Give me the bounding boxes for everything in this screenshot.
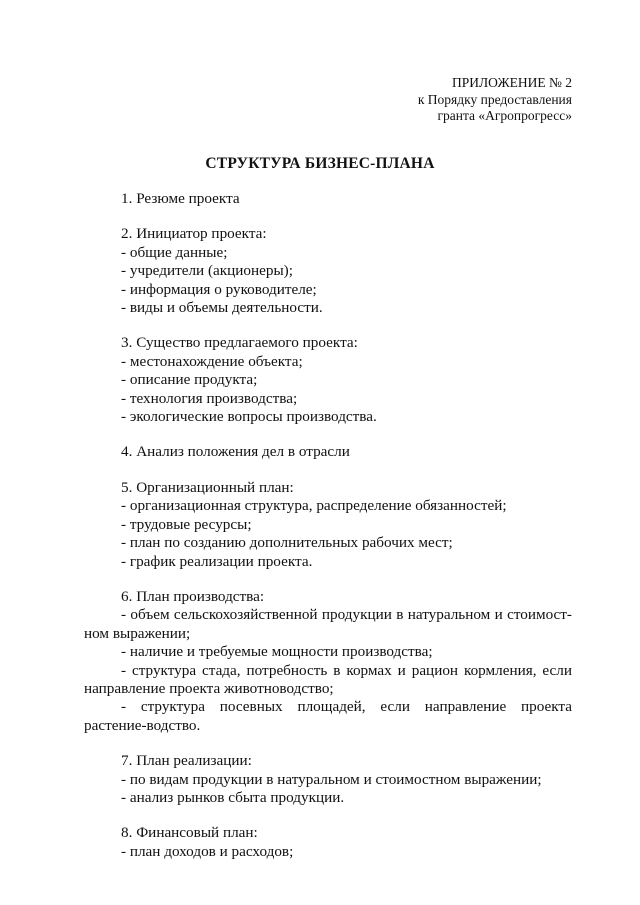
list-item: - учредители (акционеры); bbox=[121, 262, 293, 280]
section-organizational-plan bbox=[84, 479, 572, 571]
document-title: СТРУКТУРА БИЗНЕС-ПЛАНА bbox=[205, 155, 435, 172]
section-heading: 1. Резюме проекта bbox=[121, 190, 240, 207]
section-heading: 8. Финансовый план: bbox=[121, 824, 258, 842]
section-heading: 4. Анализ положения дел в отрасли bbox=[121, 443, 350, 461]
section-initiator bbox=[84, 225, 572, 317]
list-item: - виды и объемы деятельности. bbox=[121, 299, 323, 317]
section-summary bbox=[84, 190, 572, 208]
list-item: - трудовые ресурсы; bbox=[121, 515, 252, 533]
list-item: - экологические вопросы производства. bbox=[121, 408, 377, 426]
list-item: - анализ рынков сбыта продукции. bbox=[121, 788, 345, 806]
section-production-plan bbox=[84, 588, 572, 735]
list-item: - график реализации проекта. bbox=[121, 552, 313, 570]
list-item: - местонахождение объекта; bbox=[121, 352, 303, 370]
list-paragraph: - структура стада, потребность в кормах и рацион кормления, если направление проекта животноводство; bbox=[84, 661, 572, 697]
section-heading: 5. Организационный план: bbox=[121, 478, 294, 496]
section-sales-plan bbox=[84, 752, 572, 807]
list-item: - технология производства; bbox=[121, 389, 298, 407]
section-financial-plan bbox=[84, 824, 572, 861]
section-heading: 3. Существо предлагаемого проекта: bbox=[121, 334, 358, 352]
appendix-header bbox=[418, 75, 572, 125]
list-item: - информация о руководителе; bbox=[121, 280, 317, 298]
appendix-number: ПРИЛОЖЕНИЕ № 2 bbox=[451, 75, 572, 90]
section-project-essence bbox=[84, 334, 572, 426]
section-heading: 6. План производства: bbox=[121, 587, 265, 605]
section-heading: 2. Инициатор проекта: bbox=[121, 225, 267, 243]
section-heading: 7. План реализации: bbox=[121, 752, 252, 770]
appendix-grant-name: гранта «Агропрогресс» bbox=[437, 108, 572, 123]
list-paragraph: - объем сельскохозяйственной продукции в натуральном и стоимост-ном выражении; bbox=[84, 606, 572, 642]
list-item: - организационная структура, распределение обязанностей; bbox=[121, 497, 507, 515]
list-item: - по видам продукции в натуральном и стоимостном выражении; bbox=[121, 770, 542, 788]
list-item: - описание продукта; bbox=[121, 371, 258, 389]
document-body bbox=[84, 190, 572, 878]
appendix-reference: к Порядку предоставления bbox=[417, 91, 572, 107]
section-industry-analysis bbox=[84, 443, 572, 461]
list-item: - план доходов и расходов; bbox=[121, 842, 294, 860]
list-paragraph: - структура посевных площадей, если направление проекта растение-водство. bbox=[84, 698, 572, 734]
list-paragraph: - наличие и требуемые мощности производства; bbox=[121, 643, 433, 661]
list-item: - общие данные; bbox=[121, 243, 228, 261]
list-item: - план по созданию дополнительных рабочих мест; bbox=[121, 534, 453, 552]
